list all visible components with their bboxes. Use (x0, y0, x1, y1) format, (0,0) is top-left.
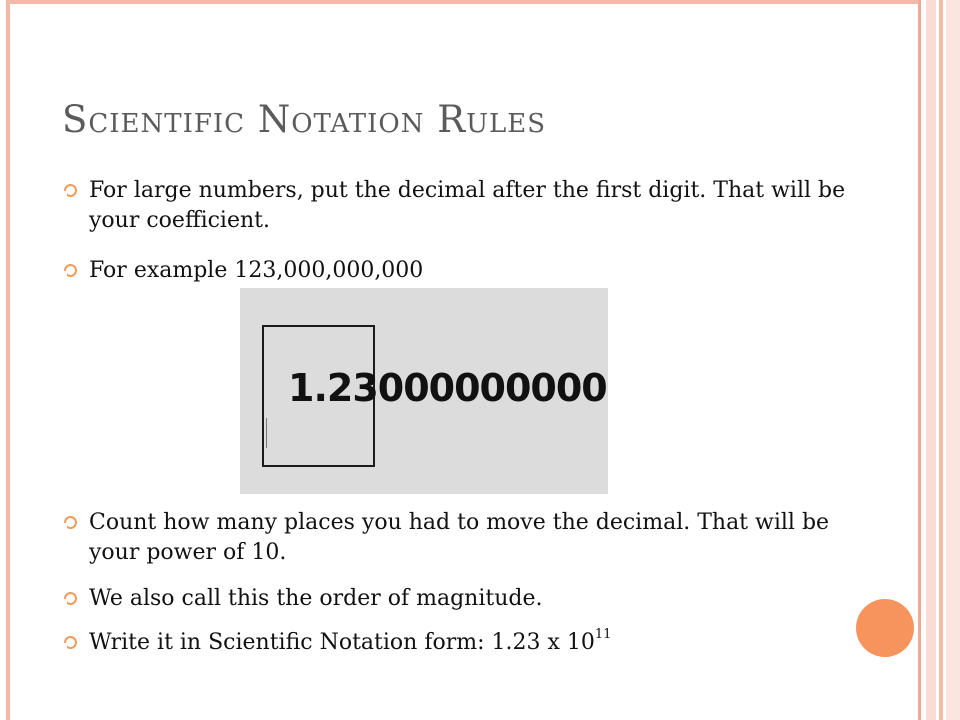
bullet-ring-icon (64, 516, 77, 529)
decorative-stripe (939, 0, 943, 720)
decorative-stripe (946, 0, 960, 720)
decorative-stripe (926, 0, 936, 720)
bullet-item (62, 176, 852, 236)
slide-frame-left (6, 0, 10, 720)
slide-frame-top (10, 0, 918, 4)
bullet-item (62, 508, 852, 568)
decimal-placement-figure (240, 288, 608, 494)
decorative-stripe (918, 0, 921, 720)
bullet-text: We also call this the order of magnitude. (89, 586, 543, 611)
bullet-text: For example 123,000,000,000 (89, 258, 424, 283)
bullet-item (62, 584, 852, 614)
figure-number: 1.23000000000 (288, 366, 607, 410)
bullet-text (89, 628, 849, 658)
bullet-ring-icon (64, 264, 77, 277)
bullet-text: Count how many places you had to move the decimal. That will be your power of 10. (89, 510, 830, 565)
bullet-ring-icon (64, 636, 77, 649)
slide-title: Scientific Notation Rules (62, 98, 547, 141)
bullet-text: For large numbers, put the decimal after the first digit. That will be your coefficient. (89, 178, 846, 233)
exponent: 11 (594, 626, 612, 642)
bullet-text-main: Write it in Scientific Notation form: 1.23 x 10 (89, 630, 595, 655)
bullet-ring-icon (64, 184, 77, 197)
decorative-orb (856, 599, 914, 657)
bullet-item (62, 628, 852, 658)
text-cursor (266, 418, 267, 448)
bullet-item (62, 256, 852, 286)
bullet-ring-icon (64, 592, 77, 605)
